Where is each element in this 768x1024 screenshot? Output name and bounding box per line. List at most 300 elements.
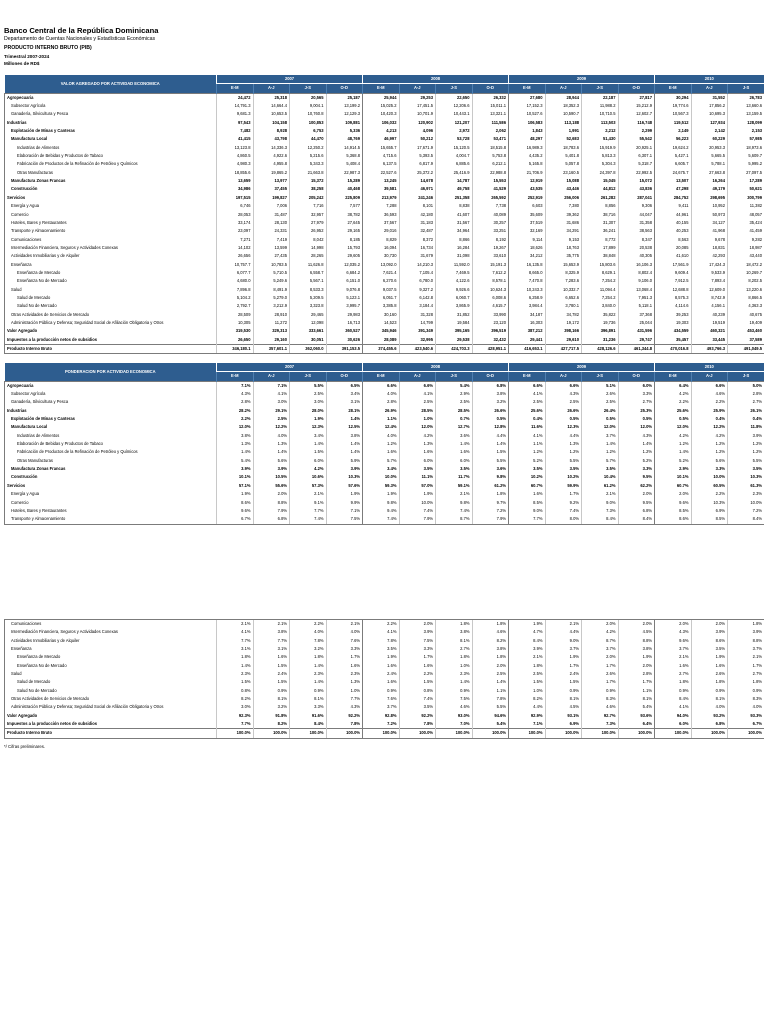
row-label: Salud	[5, 286, 217, 294]
value-cell: 9.8%	[436, 499, 473, 507]
value-cell: 1.4%	[436, 440, 473, 448]
value-cell: 1.9%	[509, 620, 546, 629]
value-cell: 53,471	[472, 135, 509, 143]
table-row	[5, 269, 765, 277]
value-cell: 11.7%	[436, 473, 473, 481]
value-cell: 2.1%	[545, 620, 582, 629]
quarter-header: J-S	[728, 372, 765, 381]
value-cell: 13,245	[363, 177, 400, 185]
value-cell: 252,919	[509, 194, 546, 202]
value-cell: 4.1%	[363, 628, 400, 636]
value-cell: 100,853	[290, 119, 327, 127]
value-cell: 8,575.3	[655, 294, 692, 302]
value-cell: 31,328	[399, 311, 436, 319]
value-cell: 14,102	[217, 244, 254, 252]
table-title: VALOR AGREGADO POR ACTIVIDAD ECONOMICA	[5, 75, 217, 93]
value-cell: 9.5%	[618, 499, 655, 507]
value-cell: 12.2%	[253, 423, 290, 431]
value-cell: 346,180.1	[217, 345, 254, 354]
value-cell: 12,129.3	[326, 110, 363, 118]
value-cell: 2.3%	[290, 670, 327, 678]
value-cell: 10.3%	[326, 473, 363, 481]
value-cell: 4.5%	[618, 628, 655, 636]
value-cell: 9,306	[618, 202, 655, 210]
value-cell: 15,120.5	[436, 144, 473, 152]
table-row	[5, 177, 765, 185]
value-cell: 44,047	[618, 211, 655, 219]
value-cell: 12.0%	[582, 423, 619, 431]
value-cell: 10,760.8	[290, 110, 327, 118]
value-cell: 2.5%	[509, 398, 546, 406]
value-cell: 8.6%	[691, 637, 728, 645]
value-cell: 1.8%	[472, 620, 509, 629]
value-cell: 12,206.6	[436, 102, 473, 110]
value-cell: 9,411	[655, 202, 692, 210]
quarter-header: O-D	[472, 372, 509, 381]
value-cell: 100.0%	[290, 729, 327, 738]
value-cell: 8.2%	[509, 695, 546, 703]
value-cell: 121,207	[436, 119, 473, 127]
value-cell: 10.5%	[253, 473, 290, 481]
value-cell: 18,472.2	[728, 261, 765, 269]
value-cell: 2.0%	[691, 620, 728, 629]
value-cell: 17,289	[728, 177, 765, 185]
value-cell: 8,042	[290, 236, 327, 244]
row-label: Explotación de Minas y Canteras	[5, 415, 217, 423]
value-cell: 1.2%	[728, 448, 765, 456]
value-cell: 3.3%	[399, 645, 436, 653]
value-cell: 8.2%	[253, 720, 290, 729]
row-label: Industrias de Alimentos	[5, 432, 217, 440]
value-cell: 7.7%	[253, 637, 290, 645]
value-cell: 1.4%	[436, 678, 473, 686]
value-cell: 31,487	[253, 211, 290, 219]
value-cell: 19,172	[545, 319, 582, 327]
value-cell: 1.5%	[509, 678, 546, 686]
value-cell: 9.2%	[545, 499, 582, 507]
table-row	[5, 678, 765, 686]
value-cell: 27,097.5	[728, 169, 765, 177]
value-cell: 6.8%	[253, 515, 290, 524]
product-title: PRODUCTO INTERNO BRUTO (PIB)	[4, 45, 92, 51]
value-cell: 1.1%	[363, 415, 400, 423]
value-cell: 3.5%	[691, 645, 728, 653]
value-cell: 50,973	[691, 211, 728, 219]
value-cell: 8.5%	[691, 515, 728, 524]
table-row	[5, 432, 765, 440]
value-cell: 10.3%	[691, 499, 728, 507]
value-cell: 3.7%	[545, 645, 582, 653]
value-cell: 2.2%	[691, 398, 728, 406]
value-cell: 28,509	[217, 311, 254, 319]
value-cell: 10,952	[691, 202, 728, 210]
value-cell: 6,603	[509, 202, 546, 210]
value-cell: 3,865.9	[436, 302, 473, 310]
value-cell: 4.6%	[472, 628, 509, 636]
value-cell: 2.0%	[618, 490, 655, 498]
table-row	[5, 687, 765, 695]
value-cell: 18,763	[545, 244, 582, 252]
value-cell: 6,051.7	[363, 294, 400, 302]
value-cell: 1.3%	[253, 440, 290, 448]
value-cell: 26,332	[472, 93, 509, 102]
value-cell: 398,166	[545, 327, 582, 335]
value-cell: 6,652.6	[545, 294, 582, 302]
value-cell: 14,799	[399, 319, 436, 327]
value-cell: 5,427.1	[655, 152, 692, 160]
quarter-header: A-J	[545, 372, 582, 381]
value-cell: 4.0%	[691, 703, 728, 711]
value-cell: 3.4%	[326, 390, 363, 398]
value-cell: 6,077.7	[217, 269, 254, 277]
value-cell: 4.4%	[545, 628, 582, 636]
value-cell: 32,432	[472, 336, 509, 345]
value-cell: 1.6%	[363, 662, 400, 670]
value-cell: 1.9%	[618, 653, 655, 661]
row-label: Transporte y Almacenamiento	[5, 227, 217, 235]
value-cell: 6.0%	[290, 457, 327, 465]
value-cell: 1.4%	[326, 440, 363, 448]
value-cell: 41,968	[691, 227, 728, 235]
value-cell: 1.2%	[582, 448, 619, 456]
value-cell: 32,957	[290, 211, 327, 219]
value-cell: 12,098	[290, 319, 327, 327]
value-cell: 26.4%	[582, 407, 619, 415]
value-cell: 41,529	[472, 185, 509, 193]
row-label: Energía y Agua	[5, 490, 217, 498]
value-cell: 1.0%	[326, 687, 363, 695]
row-label: Salud	[5, 670, 217, 678]
value-cell: 7.9%	[253, 507, 290, 515]
value-cell: 31,852	[436, 311, 473, 319]
value-cell: 19,519	[691, 319, 728, 327]
quarter-header: E-M	[363, 372, 400, 381]
value-cell: 26.6%	[472, 407, 509, 415]
value-cell: 1.6%	[253, 653, 290, 661]
value-cell: 100.0%	[545, 729, 582, 738]
value-cell: 36,241	[582, 227, 619, 235]
row-label: Hoteles, Bares y Restaurantes	[5, 507, 217, 515]
value-cell: 8.3%	[728, 695, 765, 703]
value-cell: 100.0%	[253, 729, 290, 738]
value-cell: 16,303	[509, 319, 546, 327]
value-cell: 29,016	[363, 227, 400, 235]
value-cell: 48,769	[326, 135, 363, 143]
value-cell: 395,165	[436, 327, 473, 335]
value-cell: 7,006	[253, 202, 290, 210]
value-cell: 0.9%	[728, 687, 765, 695]
value-cell: 10,527.6	[509, 110, 546, 118]
row-label: Elaboración de Bebidas y Productos de Tabaco	[5, 152, 217, 160]
value-cell: 13,123.8	[217, 144, 254, 152]
table-row	[5, 219, 765, 227]
value-cell: 128,099	[728, 119, 765, 127]
value-cell: 2.4%	[363, 670, 400, 678]
table-row	[5, 327, 765, 335]
value-cell: 8.4%	[728, 515, 765, 524]
value-cell: 6,746	[217, 202, 254, 210]
value-cell: 24,472	[217, 93, 254, 102]
value-cell: 7.8%	[363, 637, 400, 645]
value-cell: 2.1%	[253, 620, 290, 629]
row-label: Elaboración de Bebidas y Productos de Tabaco	[5, 440, 217, 448]
value-cell: 8,772	[582, 236, 619, 244]
value-cell: 3.9%	[728, 628, 765, 636]
value-cell: 25,187	[326, 93, 363, 102]
value-cell: 18,855.6	[217, 169, 254, 177]
footnote: */ Cifras preliminares.	[4, 744, 46, 749]
value-cell: 6.8%	[691, 720, 728, 729]
value-cell: 30,051	[290, 336, 327, 345]
value-cell: 29,605	[326, 252, 363, 260]
value-cell: 4,213	[363, 127, 400, 135]
value-cell: 31,307	[582, 219, 619, 227]
value-cell: 1.9%	[290, 415, 327, 423]
value-cell: 9,153	[545, 236, 582, 244]
table-row	[5, 294, 765, 302]
quarter-header: J-S	[436, 372, 473, 381]
quarter-header: A-J	[691, 84, 728, 93]
value-cell: 4,615.7	[472, 302, 509, 310]
quarter-header: A-J	[253, 372, 290, 381]
value-cell: 46,997	[363, 135, 400, 143]
value-cell: 1.3%	[326, 678, 363, 686]
value-cell: 0.7%	[436, 415, 473, 423]
row-label: Otras Manufacturas	[5, 457, 217, 465]
value-cell: 2.3%	[217, 670, 254, 678]
value-cell: 2.7%	[728, 670, 765, 678]
value-cell: 2.0%	[655, 620, 692, 629]
value-cell: 4.0%	[363, 390, 400, 398]
value-cell: 1.4%	[655, 448, 692, 456]
value-cell: 30,730	[363, 252, 400, 260]
value-cell: 8.4%	[582, 515, 619, 524]
value-cell: 5,165.8	[509, 160, 546, 168]
value-cell: 0.9%	[582, 687, 619, 695]
table-row	[5, 423, 765, 431]
value-cell: 396,519	[472, 327, 509, 335]
value-cell: 13,599	[253, 244, 290, 252]
value-cell: 93.3%	[728, 712, 765, 720]
value-cell: 0.9%	[363, 687, 400, 695]
value-cell: 10,332.7	[545, 286, 582, 294]
value-cell: 30,257	[472, 219, 509, 227]
value-cell: 2.2%	[363, 620, 400, 629]
value-cell: 28.5%	[436, 407, 473, 415]
value-cell: 8,928	[253, 127, 290, 135]
unit-label: Millones de RD$	[4, 61, 40, 66]
value-cell: 362,060.0	[290, 345, 327, 354]
value-cell: 24,397.8	[582, 169, 619, 177]
value-cell: 13,092.0	[363, 261, 400, 269]
value-cell: 205,242	[290, 194, 327, 202]
value-cell: 4.1%	[217, 628, 254, 636]
row-label: Transporte y Almacenamiento	[5, 515, 217, 524]
value-cell: 36,593	[363, 211, 400, 219]
value-cell: 3.8%	[436, 628, 473, 636]
value-cell: 1.0%	[399, 415, 436, 423]
value-cell: 11,382	[728, 202, 765, 210]
value-cell: 8.2%	[472, 637, 509, 645]
value-cell: 8,838	[436, 202, 473, 210]
quarter-header: E-M	[363, 84, 400, 93]
value-cell: 1.2%	[509, 448, 546, 456]
value-cell: 33,610	[472, 252, 509, 260]
table-row	[5, 381, 765, 390]
value-cell: 493,766.3	[691, 345, 728, 354]
value-cell: 7.8%	[326, 720, 363, 729]
value-cell: 13,220.6	[728, 286, 765, 294]
value-cell: 6,008.6	[472, 294, 509, 302]
value-cell: 8,202.5	[728, 277, 765, 285]
row-label: Producto Interno Bruto	[5, 729, 217, 738]
value-cell: 2.5%	[545, 398, 582, 406]
value-cell: 35,822	[582, 311, 619, 319]
value-cell: 424,703.3	[436, 345, 473, 354]
value-cell: 10,243.3	[509, 286, 546, 294]
value-cell: 2,142	[691, 127, 728, 135]
value-cell: 423,540.6	[399, 345, 436, 354]
value-cell: 9,327.2	[399, 286, 436, 294]
value-cell: 40,089	[472, 211, 509, 219]
value-cell: 6.7%	[728, 720, 765, 729]
value-cell: 100.0%	[728, 729, 765, 738]
value-cell: 6,270.6	[363, 277, 400, 285]
value-cell: 2.9%	[655, 465, 692, 473]
value-cell: 2.7%	[618, 398, 655, 406]
value-cell: 5,401.8	[545, 152, 582, 160]
value-cell: 1.4%	[253, 448, 290, 456]
table-row	[5, 515, 765, 524]
value-cell: 4.1%	[655, 703, 692, 711]
value-cell: 37,589	[728, 336, 765, 345]
year-header: 2008	[363, 75, 509, 84]
value-cell: 5,665.5	[691, 152, 728, 160]
value-cell: 57,985	[728, 135, 765, 143]
value-cell: 7.3%	[582, 507, 619, 515]
value-cell: 31,183	[399, 219, 436, 227]
value-cell: 21,663.8	[290, 169, 327, 177]
value-cell: 5,609.7	[728, 152, 765, 160]
value-cell: 5,813.3	[582, 152, 619, 160]
value-cell: 7.2%	[472, 507, 509, 515]
value-cell: 1,991	[545, 127, 582, 135]
row-label: Enseñanza	[5, 645, 217, 653]
table-row	[5, 695, 765, 703]
year-header: 2010	[655, 363, 765, 372]
value-cell: 61.3%	[728, 482, 765, 490]
value-cell: 12.0%	[618, 423, 655, 431]
value-cell: 28.1%	[326, 407, 363, 415]
value-cell: 28,944	[545, 93, 582, 102]
value-cell: 10,783.5	[253, 261, 290, 269]
value-cell: 49,179	[691, 185, 728, 193]
value-cell: 0.4%	[691, 415, 728, 423]
value-cell: 92.9%	[509, 712, 546, 720]
value-cell: 100.0%	[618, 729, 655, 738]
table-row	[5, 499, 765, 507]
value-cell: 57.1%	[217, 482, 254, 490]
table-row	[5, 398, 765, 406]
value-cell: 7,951.3	[618, 294, 655, 302]
value-cell: 15,212.9	[618, 102, 655, 110]
value-cell: 3,984.4	[509, 302, 546, 310]
value-cell: 100.0%	[399, 729, 436, 738]
value-cell: 8.5%	[655, 507, 692, 515]
value-cell: 4.1%	[399, 390, 436, 398]
value-cell: 17,424.3	[691, 261, 728, 269]
value-cell: 5.5%	[545, 457, 582, 465]
value-cell: 12.7%	[436, 423, 473, 431]
value-cell: 1.9%	[691, 653, 728, 661]
value-cell: 3.1%	[326, 398, 363, 406]
value-cell: 7.0%	[436, 720, 473, 729]
value-cell: 3.5%	[363, 645, 400, 653]
value-cell: 5,118.1	[618, 302, 655, 310]
value-cell: 35,424	[728, 219, 765, 227]
value-cell: 38,716	[582, 211, 619, 219]
value-cell: 10,757.7	[217, 261, 254, 269]
value-cell: 12,250.2	[290, 144, 327, 152]
value-cell: 62.2%	[618, 482, 655, 490]
value-cell: 1.5%	[472, 448, 509, 456]
value-cell: 91.8%	[253, 712, 290, 720]
value-cell: 5,408.4	[326, 160, 363, 168]
year-header: 2010	[655, 75, 765, 84]
value-cell: 8,802.4	[618, 269, 655, 277]
value-cell: 360,527	[326, 327, 363, 335]
value-cell: 20,538	[618, 244, 655, 252]
value-cell: 100.0%	[582, 729, 619, 738]
value-cell: 3.4%	[290, 432, 327, 440]
row-label: Valor Agregado	[5, 327, 217, 335]
value-cell: 329,313	[253, 327, 290, 335]
value-cell: 19,774.6	[655, 102, 692, 110]
value-cell: 7.4%	[399, 507, 436, 515]
value-cell: 20,085	[655, 244, 692, 252]
value-cell: 1.3%	[399, 440, 436, 448]
value-cell: 38,782	[326, 211, 363, 219]
value-cell: 357,601.1	[253, 345, 290, 354]
value-cell: 1.7%	[399, 653, 436, 661]
value-cell: 6,684.2	[326, 269, 363, 277]
table-row	[5, 135, 765, 143]
value-cell: 2.7%	[655, 670, 692, 678]
value-cell: 15,803.6	[582, 261, 619, 269]
value-cell: 1.6%	[509, 490, 546, 498]
quarter-header: O-D	[618, 372, 655, 381]
value-cell: 2.2%	[290, 620, 327, 629]
value-cell: 8.3%	[582, 695, 619, 703]
value-cell: 1.7%	[545, 490, 582, 498]
row-label: Salud No de Mercado	[5, 687, 217, 695]
value-cell: 2.6%	[691, 670, 728, 678]
value-cell: 4.0%	[253, 432, 290, 440]
table-row	[5, 244, 765, 252]
value-cell: 9,114	[509, 236, 546, 244]
value-cell: 97,543	[217, 119, 254, 127]
value-cell: 3,840.0	[582, 302, 619, 310]
value-cell: 8.6%	[655, 515, 692, 524]
table-row	[5, 311, 765, 319]
row-label: Administración Pública y Defensa; Seguridad Social de Afiliación Obligatoria y Otros	[5, 319, 217, 327]
value-cell: 61.2%	[472, 482, 509, 490]
value-cell: 2.9%	[436, 390, 473, 398]
value-cell: 2.0%	[618, 620, 655, 629]
period-label: Trimestral 2007-2024	[4, 54, 50, 59]
value-cell: 10,305	[217, 319, 254, 327]
value-cell: 427,717.5	[545, 345, 582, 354]
